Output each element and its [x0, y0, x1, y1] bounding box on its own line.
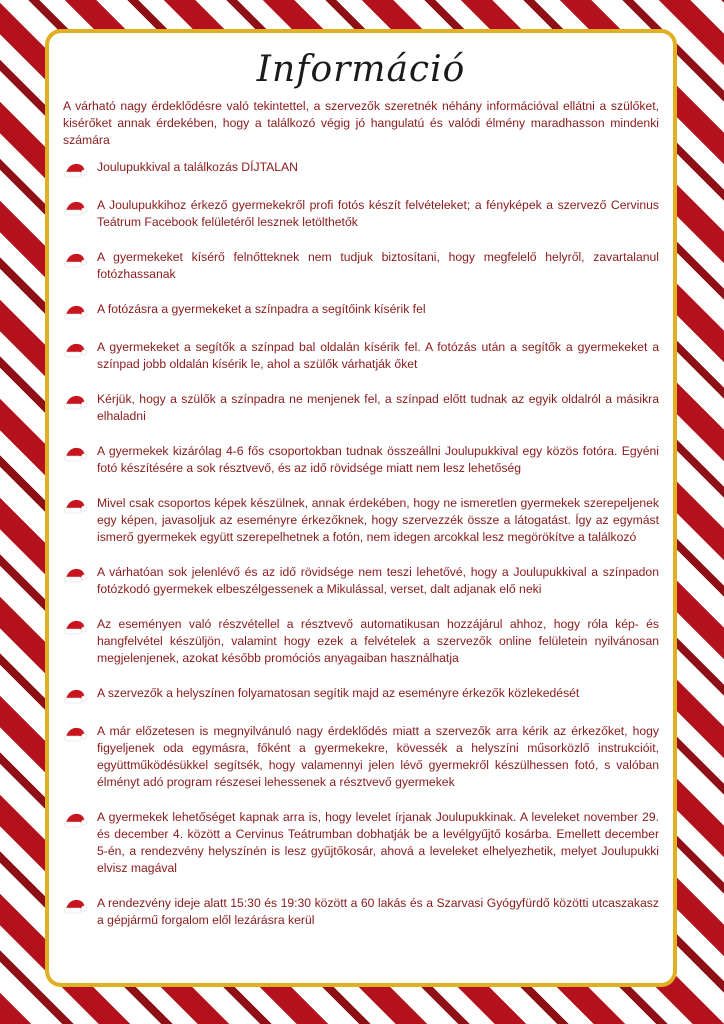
list-item — [63, 809, 659, 877]
list-item-text: A gyermekeket kísérő felnőtteknek nem tudjuk biztosítani, hogy megfelelő helyről, zavartalanul fotózhassanak — [97, 250, 659, 281]
list-item — [63, 723, 659, 791]
santa-hat-icon — [63, 159, 87, 179]
list-item-text: A szervezők a helyszínen folyamatosan segítik majd az eseményre érkezők közlekedését — [97, 686, 580, 700]
list-item — [63, 443, 659, 477]
list-item-text: Mivel csak csoportos képek készülnek, annak érdekében, hogy ne ismeretlen gyermekek szerepeljenek egy képen, javasoljuk az eseményre érkezőknek, hogy szervezzék össze a látogatást. Így az egymást ismerő gyermekek együtt szerepelhetnek a fotón, nem idegen arcokkal lesz megörökítve a találkozó — [97, 496, 659, 544]
santa-hat-icon — [63, 564, 87, 584]
santa-hat-icon — [63, 495, 87, 515]
list-item-text: Kérjük, hogy a szülők a színpadra ne menjenek fel, a színpad előtt tudnak az egyik oldalról a másikra elhaladni — [97, 392, 659, 423]
santa-hat-icon — [63, 685, 87, 705]
list-item-text: A már előzetesen is megnyilvánuló nagy érdeklődés miatt a szervezők arra kérik az érkezőket, hogy figyeljenek oda egymásra, főként a gyermekekre, kövessék a helyszíni műsorközlő instrukcióit, együttműködésükkel segítsék, hogy valamennyi jelen lévő gyermekről készülhessen fotó, s valóban élményt adó program részesei lehessenek a résztvevő gyermekek — [97, 724, 659, 789]
list-item-text: A Joulupukkihoz érkező gyermekekről profi fotós készít felvételeket; a fényképek a szervező Cervinus Teátrum Facebook felületéről lesznek letölthetők — [97, 198, 659, 229]
santa-hat-icon — [63, 197, 87, 217]
list-item — [63, 391, 659, 425]
list-item — [63, 564, 659, 598]
list-item — [63, 685, 659, 705]
santa-hat-icon — [63, 895, 87, 915]
santa-hat-icon — [63, 249, 87, 269]
list-item — [63, 895, 659, 929]
list-item-text: A várhatóan sok jelenlévő és az idő rövidsége nem teszi lehetővé, hogy a Joulupukkival a színpadon fotózkodó gyermekek elbeszélgessenek a Mikulással, verset, dalt adjanak elő neki — [97, 565, 659, 596]
list-item — [63, 197, 659, 231]
info-card — [45, 29, 677, 987]
list-item-text: A gyermekek lehetőséget kapnak arra is, hogy levelet írjanak Joulupukkinak. A leveleket november 29. és december 4. között a Cervinus Teátrumban dobhatják be a levélgyűjtő kosárba. Emellett december 5-én, a rendezvény helyszínén is lesz gyűjtőkosár, ahová a leveleket elhelyezhetik, melyet Joulupukki elvisz magával — [97, 810, 659, 875]
list-item-text: A gyermekek kizárólag 4-6 fős csoportokban tudnak összeállni Joulupukkival egy közös fotóra. Egyéni fotó készítésére a sok résztvevő, és az idő rövidsége miatt nem lesz lehetőség — [97, 444, 659, 475]
santa-hat-icon — [63, 443, 87, 463]
list-item — [63, 249, 659, 283]
santa-hat-icon — [63, 809, 87, 829]
list-item-text: A rendezvény ideje alatt 15:30 és 19:30 között a 60 lakás és a Szarvasi Gyógyfürdő közötti utcaszakasz a gépjármű forgalom elől lezárásra kerül — [97, 896, 659, 927]
list-item-text: A gyermekeket a segítők a színpad bal oldalán kísérik fel. A fotózás után a segítők a gyermekeket a színpad jobb oldalán kísérik le, ahol a szülők várhatják őket — [97, 340, 659, 371]
list-item — [63, 159, 659, 179]
santa-hat-icon — [63, 339, 87, 359]
list-item — [63, 495, 659, 546]
page-title: Információ — [256, 49, 466, 90]
list-item — [63, 301, 659, 321]
list-item-text: A fotózásra a gyermekeket a színpadra a segítőink kísérik fel — [97, 302, 426, 316]
list-item-text: Az eseményen való részvétellel a résztvevő automatikusan hozzájárul ahhoz, hogy róla kép- és hangfelvétel készüljön, valamint hogy ezek a felvételek a szervezők online felületein nyilvánosan megjelenjenek, azokat később promóciós anyagaiban használhatja — [97, 617, 659, 665]
santa-hat-icon — [63, 723, 87, 743]
santa-hat-icon — [63, 616, 87, 636]
intro-paragraph: A várható nagy érdeklődésre való tekintettel, a szervezők szeretnék néhány információval ellátni a szülőket, kisérőket annak érdekében, hogy a találkozó végig jó hangulatú és valódi élmény maradhasson mindenki számára — [63, 99, 659, 147]
list-item — [63, 339, 659, 373]
list-item — [63, 616, 659, 667]
list-item-text: Joulupukkival a találkozás DÍJTALAN — [97, 160, 298, 174]
info-list — [63, 159, 659, 929]
santa-hat-icon — [63, 391, 87, 411]
santa-hat-icon — [63, 301, 87, 321]
